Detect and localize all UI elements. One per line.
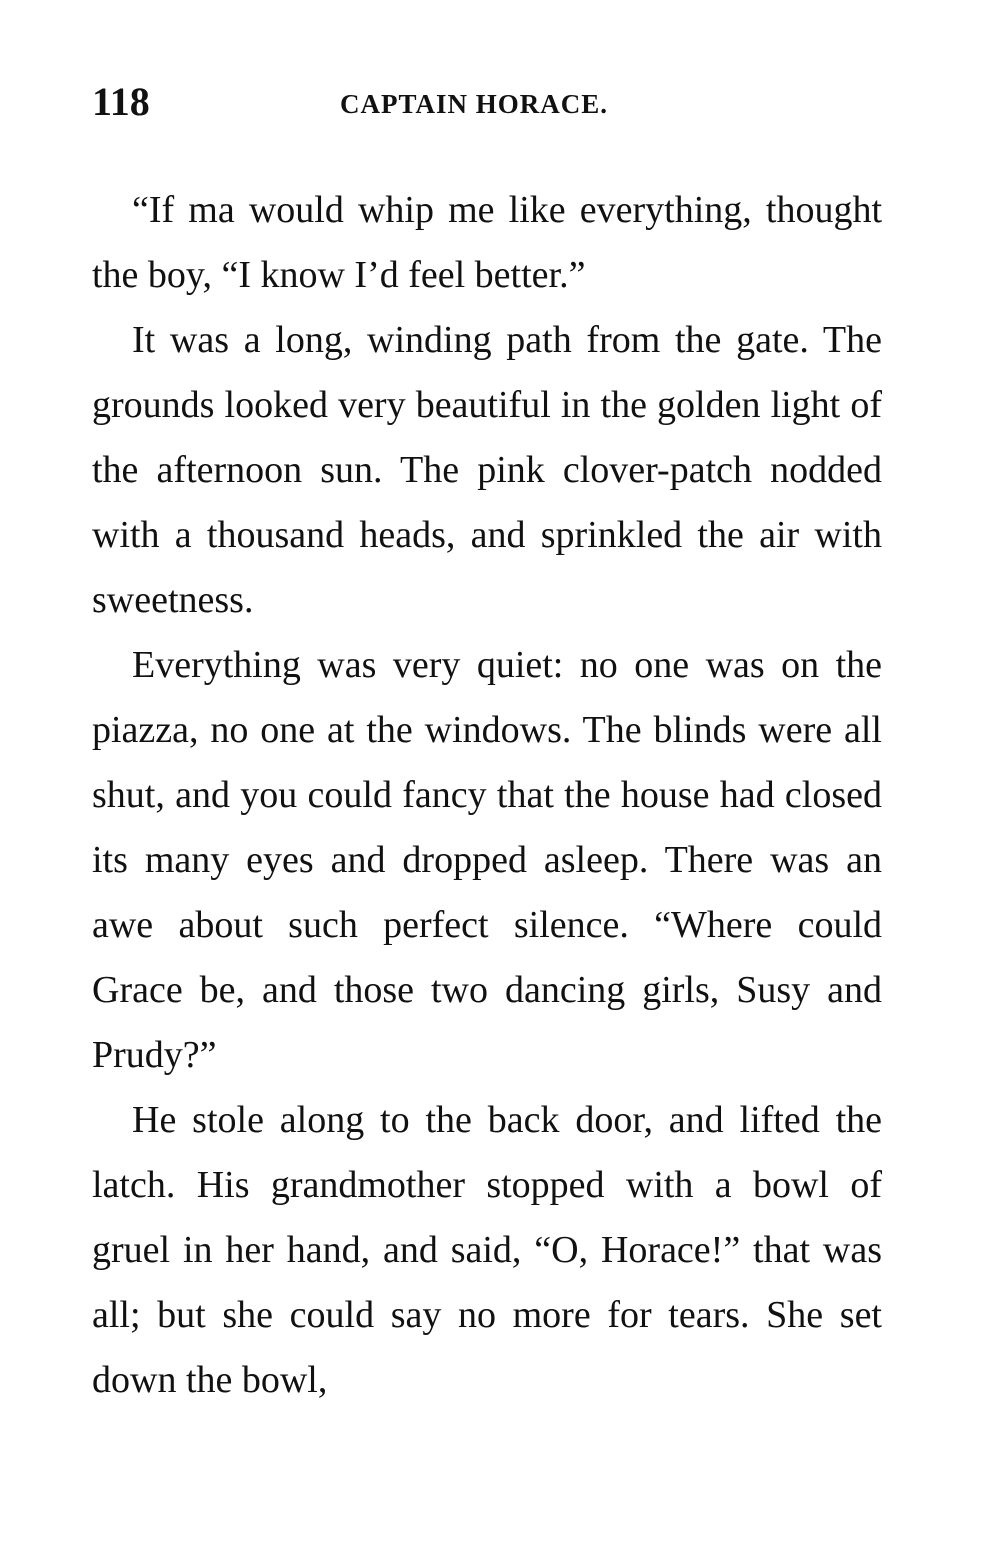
page-number: 118 [92,79,150,124]
running-head [92,78,892,126]
paragraph: “If ma would whip me like everything, thought the boy, “I know I’d feel better.” [92,189,882,296]
paragraph: Everything was very quiet: no one was on the piazza, no one at the windows. The blinds were all shut, and you could fancy that the house had closed its many eyes and dropped asleep. There was an awe about such perfect silence. “Where could Grace be, and those two dancing girls, Susy and Prudy?” [92,644,882,1076]
paragraph: He stole along to the back door, and lifted the latch. His grandmother stopped with a bowl of gruel in her hand, and said, “O, Horace!” that was all; but she could say no more for tears. She set down the bowl, [92,1099,882,1401]
running-title: CAPTAIN HORACE. [340,89,609,119]
body-text [92,178,882,1413]
paragraph: It was a long, winding path from the gate. The grounds looked very beautiful in the golden light of the afternoon sun. The pink clover-patch nodded with a thousand heads, and sprinkled the air with sweetness. [92,319,882,621]
